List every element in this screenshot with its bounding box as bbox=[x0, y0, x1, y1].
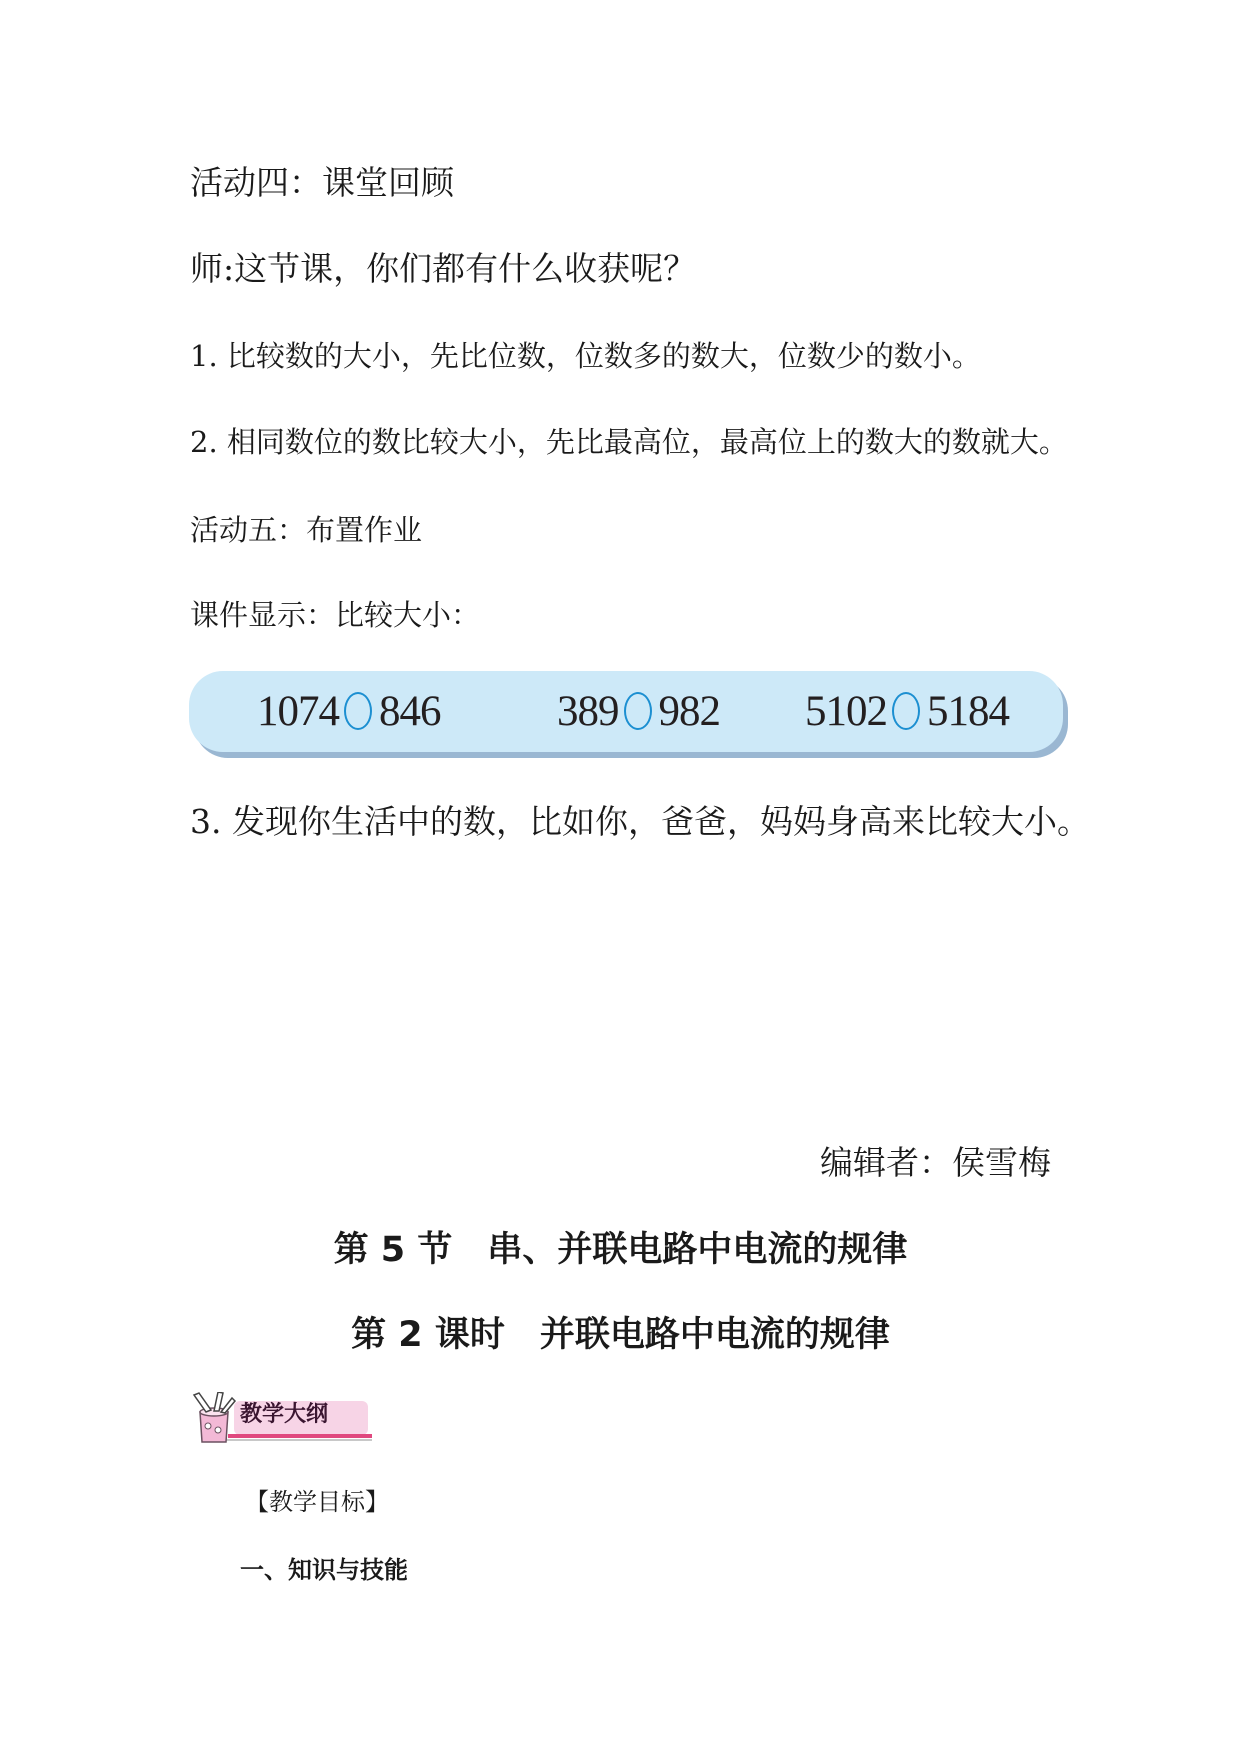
activity-four-heading: 活动四：课堂回顾 bbox=[190, 163, 454, 202]
lesson-title: 第 2 课时 并联电路中电流的规律 bbox=[351, 1315, 890, 1355]
right-number: 5184 bbox=[927, 687, 1009, 735]
homework-point-3: 3. 发现你生活中的数，比如你，爸爸，妈妈身高来比较大小。 bbox=[190, 802, 1090, 841]
summary-point-1: 1. 比较数的大小，先比位数，位数多的数大，位数少的数小。 bbox=[190, 339, 981, 373]
section-title: 第 5 节 串、并联电路中电流的规律 bbox=[333, 1230, 908, 1270]
compare-circle bbox=[892, 692, 920, 730]
courseware-caption: 课件显示：比较大小： bbox=[190, 598, 481, 632]
activity-five-heading: 活动五：布置作业 bbox=[190, 513, 423, 547]
comparison-pair bbox=[257, 683, 441, 739]
teaching-goals-label: 【教学目标】 bbox=[245, 1488, 389, 1516]
comparison-pair bbox=[805, 683, 1009, 739]
outline-label: 教学大纲 bbox=[240, 1402, 329, 1427]
comparison-panel bbox=[189, 671, 1063, 752]
teaching-outline-badge bbox=[188, 1392, 372, 1446]
left-number: 5102 bbox=[805, 687, 887, 735]
comparison-pair bbox=[557, 683, 720, 739]
knowledge-skills-heading: 一、知识与技能 bbox=[240, 1556, 408, 1584]
right-number: 846 bbox=[379, 687, 441, 735]
left-number: 1074 bbox=[257, 687, 339, 735]
summary-point-2: 2. 相同数位的数比较大小，先比最高位，最高位上的数大的数就大。 bbox=[190, 425, 1068, 459]
editor-credit: 编辑者：侯雪梅 bbox=[820, 1143, 1051, 1182]
right-number: 982 bbox=[658, 687, 720, 735]
compare-circle bbox=[344, 692, 372, 730]
left-number: 389 bbox=[557, 687, 619, 735]
teacher-question: 师:这节课，你们都有什么收获呢？ bbox=[190, 249, 697, 288]
compare-circle bbox=[624, 692, 652, 730]
